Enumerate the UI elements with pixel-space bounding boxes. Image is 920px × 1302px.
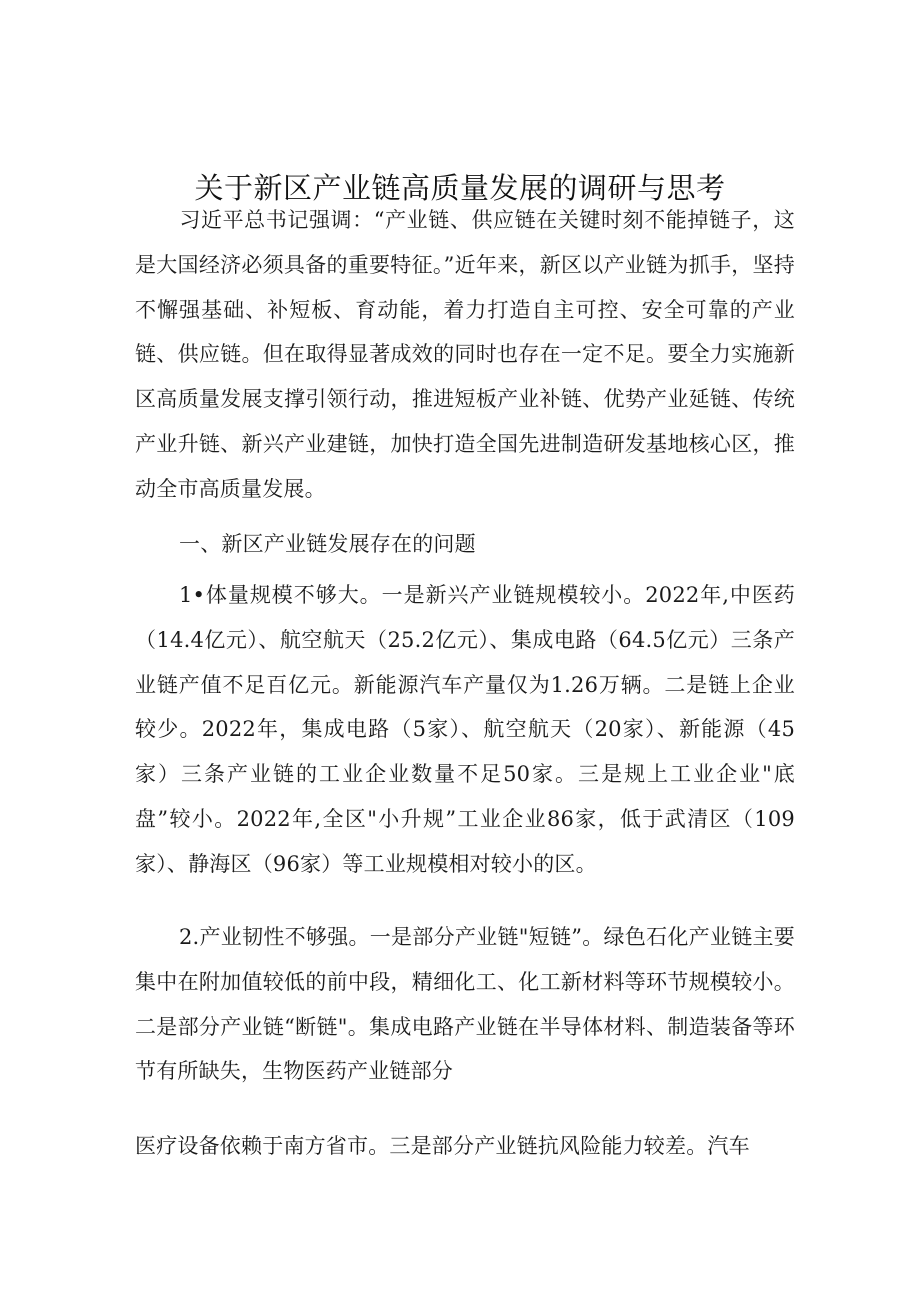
- intro-text: 习近平总书记强调：“产业链、供应链在关键时刻不能掉链子，这是大国经济必须具备的重要特征。”近年来，新区以产业链为抓手，坚持不懈强基础、补短板、育动能，着力打造自主可控、安全可靠的产业链、供应链。但在取得显著成效的同时也存在一定不足。要全力实施新区高质量发展支撑引领行动，推进短板产业补链、优势产业延链、传统产业升链、新兴产业建链，加快打造全国先进制造研发基地核心区，推动全市高质量发展。: [135, 208, 795, 501]
- continuation-text: 医疗设备依赖于南方省市。三是部分产业链抗风险能力较差。汽车: [135, 1134, 750, 1158]
- section-heading-text: 一、新区产业链发展存在的问题: [179, 532, 476, 556]
- document-title: 关于新区产业链高质量发展的调研与思考: [194, 171, 726, 205]
- item-1-text: 1•体量规模不够大。一是新兴产业链规模较小。2022年,中医药（14.4亿元）、航空航天（25.2亿元）、集成电路（64.5亿元）三条产业链产值不足百亿元。新能源汽车产量仅为1.26万辆。二是链上企业较少。2022年，集成电路（5家）、航空航天（20家）、新能源（45家）三条产业链的工业企业数量不足50家。三是规上工业企业"底盘”较小。2022年,全区"小升规”工业企业86家，低于武清区（109家）、静海区（96家）等工业规模相对较小的区。: [135, 583, 795, 876]
- continuation-paragraph: [135, 1124, 795, 1169]
- item-2-text: 2.产业韧性不够强。一是部分产业链"短链”。绿色石化产业链主要集中在附加值较低的前中段，精细化工、化工新材料等环节规模较小。二是部分产业链“断链"。集成电路产业链在半导体材料、制造装备等环节有所缺失，生物医药产业链部分: [135, 925, 795, 1084]
- section-heading: [135, 522, 795, 567]
- intro-paragraph: [135, 198, 795, 512]
- item-2-paragraph: [135, 915, 795, 1094]
- item-1-paragraph: [135, 573, 795, 887]
